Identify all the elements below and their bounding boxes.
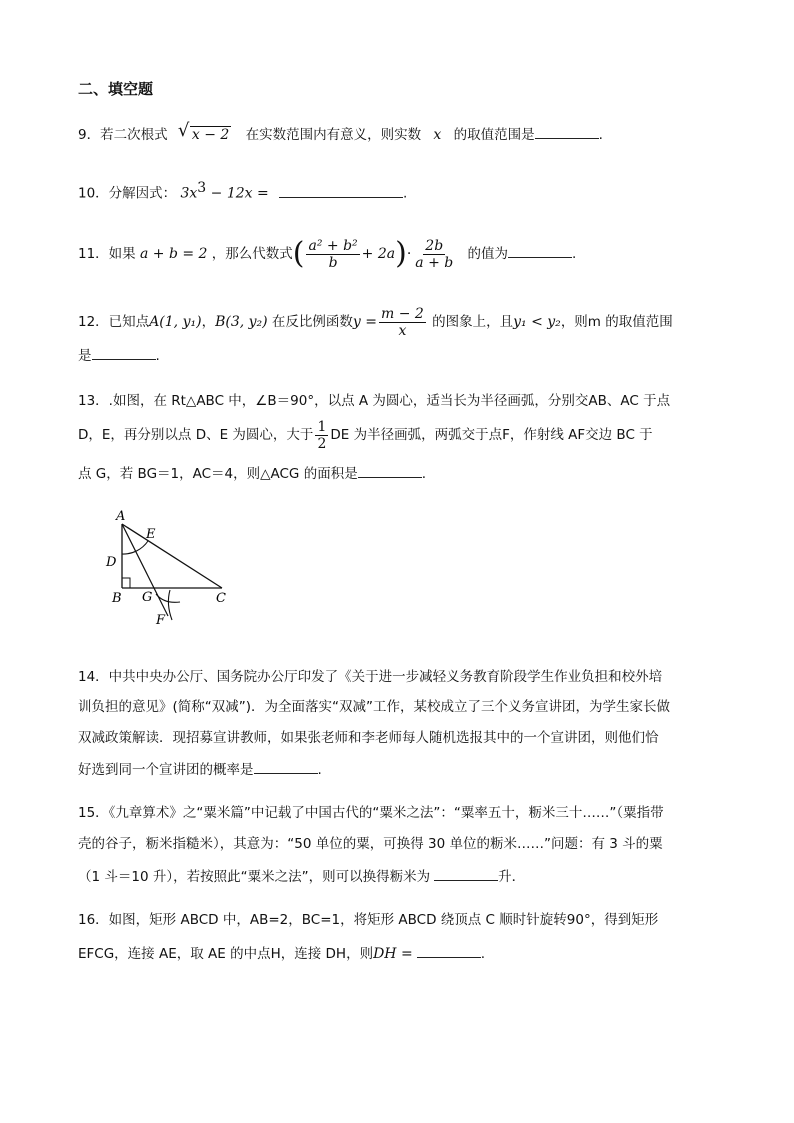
q13-triangle-figure (100, 508, 250, 633)
question-13-line-2 (78, 418, 653, 452)
q11-prefix: 11．如果 (78, 246, 136, 262)
q10-prefix: 10．分解因式： (78, 185, 177, 202)
q11-f1-denominator: b (328, 254, 338, 271)
q13-answer-blank[interactable] (358, 463, 422, 478)
q15-unit: 升． (498, 869, 526, 885)
q12-answer-blank[interactable] (92, 345, 156, 360)
question-12 (78, 302, 673, 342)
question-13-line-1: 13．.如图，在 Rt△ABC 中，∠B＝90°，以点 A 为圆心，适当长为半径画弧，分别交AB、AC 于点 (78, 393, 671, 409)
label-c: C (216, 591, 226, 606)
q11-f2-numerator: 2b (425, 237, 444, 254)
q12-middle: 在反比例函数 (271, 314, 353, 330)
question-13-line-3 (78, 463, 426, 484)
q12-y-equals: y = (352, 314, 377, 330)
q13-line2-end: DE 为半径画弧，两弧交于点F，作射线 AF交边 BC 于 (330, 427, 653, 443)
q9-answer-blank[interactable] (535, 124, 599, 139)
q9-end: 的取值范围是 (453, 127, 535, 143)
q12-denominator: x (398, 322, 407, 339)
q12-period: . (155, 348, 160, 364)
label-d: D (106, 555, 117, 570)
label-f: F (156, 613, 166, 628)
question-14-line-3: 双减政策解读．现招募宣讲教师，如果张老师和李老师每人随机选报其中的一个宣讲团，则他们恰 (78, 730, 659, 746)
q13-line2-start: D，E，再分别以点 D、E 为圆心，大于 (78, 427, 314, 443)
question-14-line-2: 训负担的意见》(简称“双减”)．为全面落实“双减”工作，某校成立了三个义务宣讲团，为学生家长做 (78, 699, 671, 715)
q9-radical: √ x − 2 (177, 120, 230, 143)
q11-period: . (572, 246, 577, 262)
question-15-line-3 (78, 866, 525, 887)
question-16-line-2 (78, 943, 485, 964)
q11-middle: ，那么代数式 (211, 246, 293, 262)
question-10 (78, 178, 407, 204)
q13-half-fraction (315, 419, 328, 452)
q16-line2-text: EFCG，连接 AE，取 AE 的中点H，连接 DH，则 (78, 946, 374, 962)
q9-radicand: x − 2 (191, 127, 230, 143)
q14-period: . (317, 762, 322, 778)
q10-expr-b: − 12x = (206, 185, 269, 202)
q12-numerator: m − 2 (381, 305, 424, 322)
question-9 (78, 120, 603, 145)
section-title: 二、填空题 (78, 80, 154, 98)
question-14-line-4 (78, 759, 322, 780)
q13-period: . (421, 466, 426, 482)
q11-plus-term: + 2a (361, 246, 396, 262)
q10-exponent: 3 (197, 180, 207, 196)
q16-period: . (480, 946, 485, 962)
q12-inequality: y₁ < y₂ (513, 314, 561, 330)
question-15-line-2: 壳的谷子，粝米指糙米），其意为：“50 单位的粟，可换得 30 单位的粝米……”问题：有 3 斗的粟 (78, 836, 663, 852)
q11-f2-denominator: a + b (415, 254, 454, 271)
q14-line4-text: 好选到同一个宣讲团的概率是 (78, 762, 254, 778)
q11-condition: a + b = 2 (139, 246, 208, 262)
q12-line2-text: 是 (78, 348, 92, 364)
q12-end: ，则m 的取值范围 (560, 314, 673, 330)
q10-period: . (403, 185, 408, 202)
q12-prefix: 12．已知点 (78, 314, 150, 330)
q9-variable: x (433, 127, 442, 143)
arc-de (122, 541, 148, 554)
q11-f1-numerator: a² + b² (308, 237, 358, 254)
question-11: 11．如果 a + b = 2 ，那么代数式( $\frac{\text{a² + b²}}{b}$ + 2a)· $\frac{2b}{a + b}$ 的值为 . (78, 236, 577, 271)
q13-half-denominator: 2 (317, 435, 327, 452)
q11-dot: · (406, 246, 412, 262)
q10-answer-blank[interactable] (279, 183, 403, 198)
q12-fraction (379, 306, 426, 339)
question-16-line-1: 16．如图，矩形 ABCD 中，AB=2，BC=1，将矩形 ABCD 绕顶点 C 顺时针旋转90°，得到矩形 (78, 912, 659, 928)
q9-period: . (598, 127, 603, 143)
q9-middle: 在实数范围内有意义，则实数 (245, 127, 422, 143)
q11-fraction-2 (413, 238, 455, 271)
q13-line3-text: 点 G，若 BG＝1，AC＝4，则△ACG 的面积是 (78, 466, 358, 482)
q14-answer-blank[interactable] (254, 759, 318, 774)
q13-half-numerator: 1 (317, 418, 327, 435)
label-b: B (112, 591, 122, 606)
q11-fraction-1 (306, 238, 359, 271)
q11-end: 的值为 (467, 246, 509, 262)
q9-prefix: 9．若二次根式 (78, 127, 168, 143)
question-14-line-1: 14．中共中央办公厅、国务院办公厅印发了《关于进一步减轻义务教育阶段学生作业负担和校外培 (78, 669, 663, 685)
q16-dh-expression: DH = (373, 946, 413, 962)
question-15-line-1: 15．《九章算术》之“粟米篇”中记载了中国古代的“粟米之法”：“粟率五十，粝米三十……”（粟指带 (78, 805, 664, 821)
label-a: A (116, 509, 126, 524)
q12-middle-2: 的图象上，且 (432, 314, 514, 330)
q16-answer-blank[interactable] (417, 943, 481, 958)
q12-point-a: A(1, y₁) (149, 314, 202, 330)
q12-separator: ， (201, 314, 216, 330)
segment-ac (122, 524, 222, 588)
right-angle-mark (122, 578, 130, 588)
arc-f-2 (168, 590, 172, 620)
q15-answer-blank[interactable] (434, 866, 498, 881)
q15-line3-text: （1 斗＝10 升），若按照此“粟米之法”，则可以换得粝米为 (78, 869, 431, 885)
q12-point-b: B(3, y₂) (215, 314, 268, 330)
question-12-line-2 (78, 345, 160, 366)
q11-answer-blank[interactable] (508, 243, 572, 258)
label-e: E (146, 527, 156, 542)
label-g: G (142, 590, 153, 605)
q10-expr-a: 3x (180, 185, 198, 202)
